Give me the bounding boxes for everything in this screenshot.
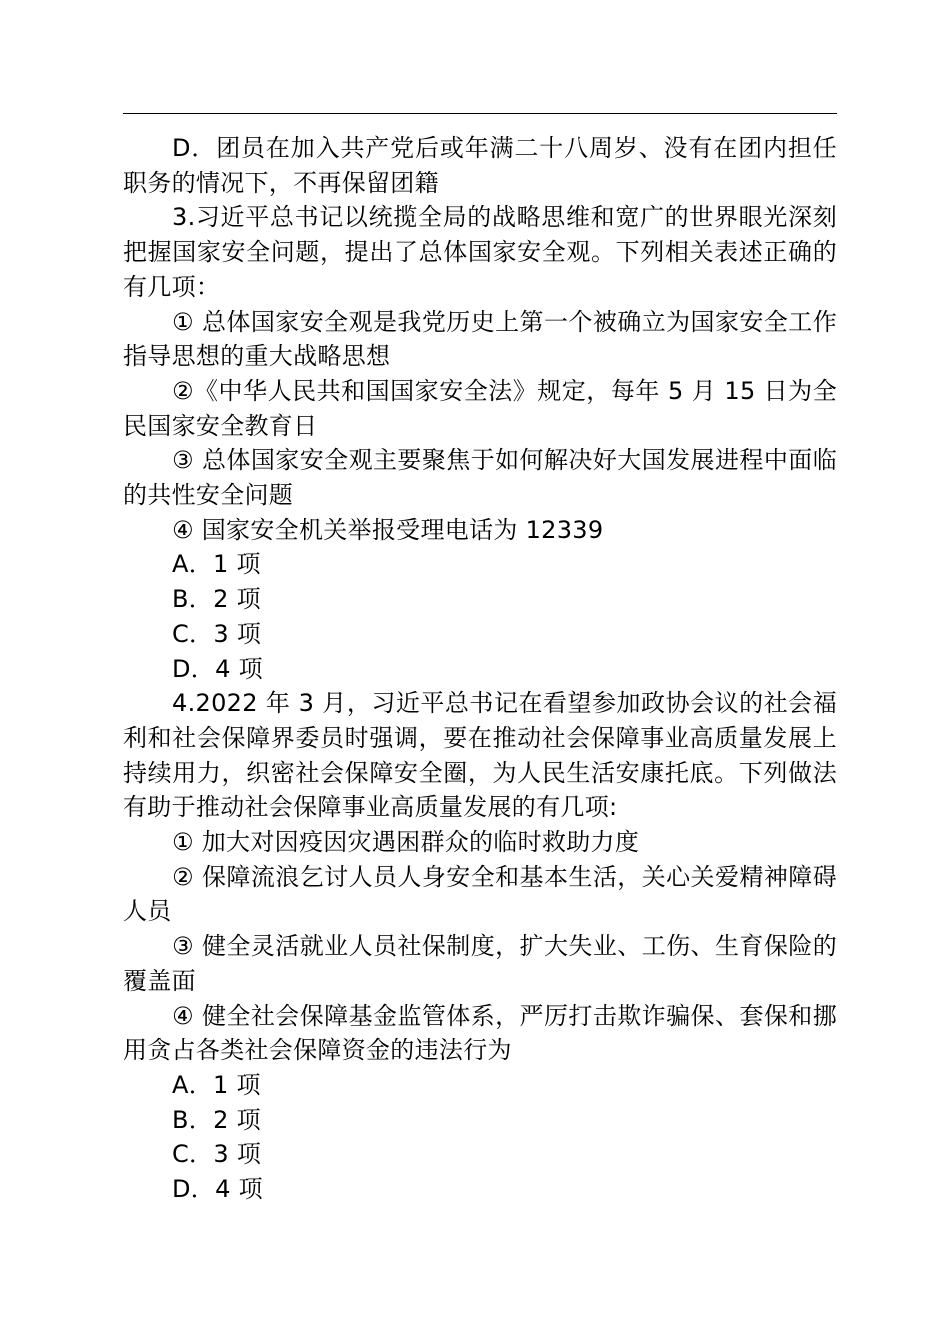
question-4-option-b: B．2 项 <box>172 1105 261 1134</box>
question-4-option-c: C．3 项 <box>172 1140 262 1169</box>
question-3-statement-2: ②《中华人民共和国国家安全法》规定，每年 5 月 15 日为全民国家安全教育日 <box>123 376 837 440</box>
option-d-previous-question: D．团员在加入共产党后或年满二十八周岁、没有在团内担任职务的情况下，不再保留团籍 <box>123 134 837 197</box>
question-4-option-a: A．1 项 <box>172 1070 261 1099</box>
document-body <box>123 131 837 1207</box>
question-4-option-d: D．4 项 <box>172 1175 263 1204</box>
question-3-statement-3: ③ 总体国家安全观主要聚焦于如何解决好大国发展进程中面临的共性安全问题 <box>123 446 837 510</box>
question-3-option-b: B．2 项 <box>172 585 261 614</box>
header-rule <box>123 113 837 114</box>
question-3-stem: 3.习近平总书记以统揽全局的战略思维和宽广的世界眼光深刻把握国家安全问题，提出了总体国家安全观。下列相关表述正确的有几项： <box>123 203 837 301</box>
question-3-statement-4: ④ 国家安全机关举报受理电话为 12339 <box>172 515 604 544</box>
question-4-stem: 4.2022 年 3 月，习近平总书记在看望参加政协会议的社会福利和社会保障界委员时强调，要在推动社会保障事业高质量发展上持续用力，织密社会保障安全圈，为人民生活安康托底。下列做法有助于推动社会保障事业高质量发展的有几项: <box>123 689 837 822</box>
question-3-option-d: D．4 项 <box>172 654 263 683</box>
question-4-statement-2: ② 保障流浪乞讨人员人身安全和基本生活，关心关爱精神障碍人员 <box>123 862 837 926</box>
question-3-option-a: A．1 项 <box>172 550 261 579</box>
question-4-statement-3: ③ 健全灵活就业人员社保制度，扩大失业、工伤、生育保险的覆盖面 <box>123 932 837 995</box>
question-3-option-c: C．3 项 <box>172 619 262 648</box>
question-4-statement-4: ④ 健全社会保障基金监管体系，严厉打击欺诈骗保、套保和挪用贪占各类社会保障资金的违法行为 <box>123 1001 837 1065</box>
question-4-statement-1: ① 加大对因疫因灾遇困群众的临时救助力度 <box>172 828 640 857</box>
question-3-statement-1: ① 总体国家安全观是我党历史上第一个被确立为国家安全工作指导思想的重大战略思想 <box>123 307 837 371</box>
